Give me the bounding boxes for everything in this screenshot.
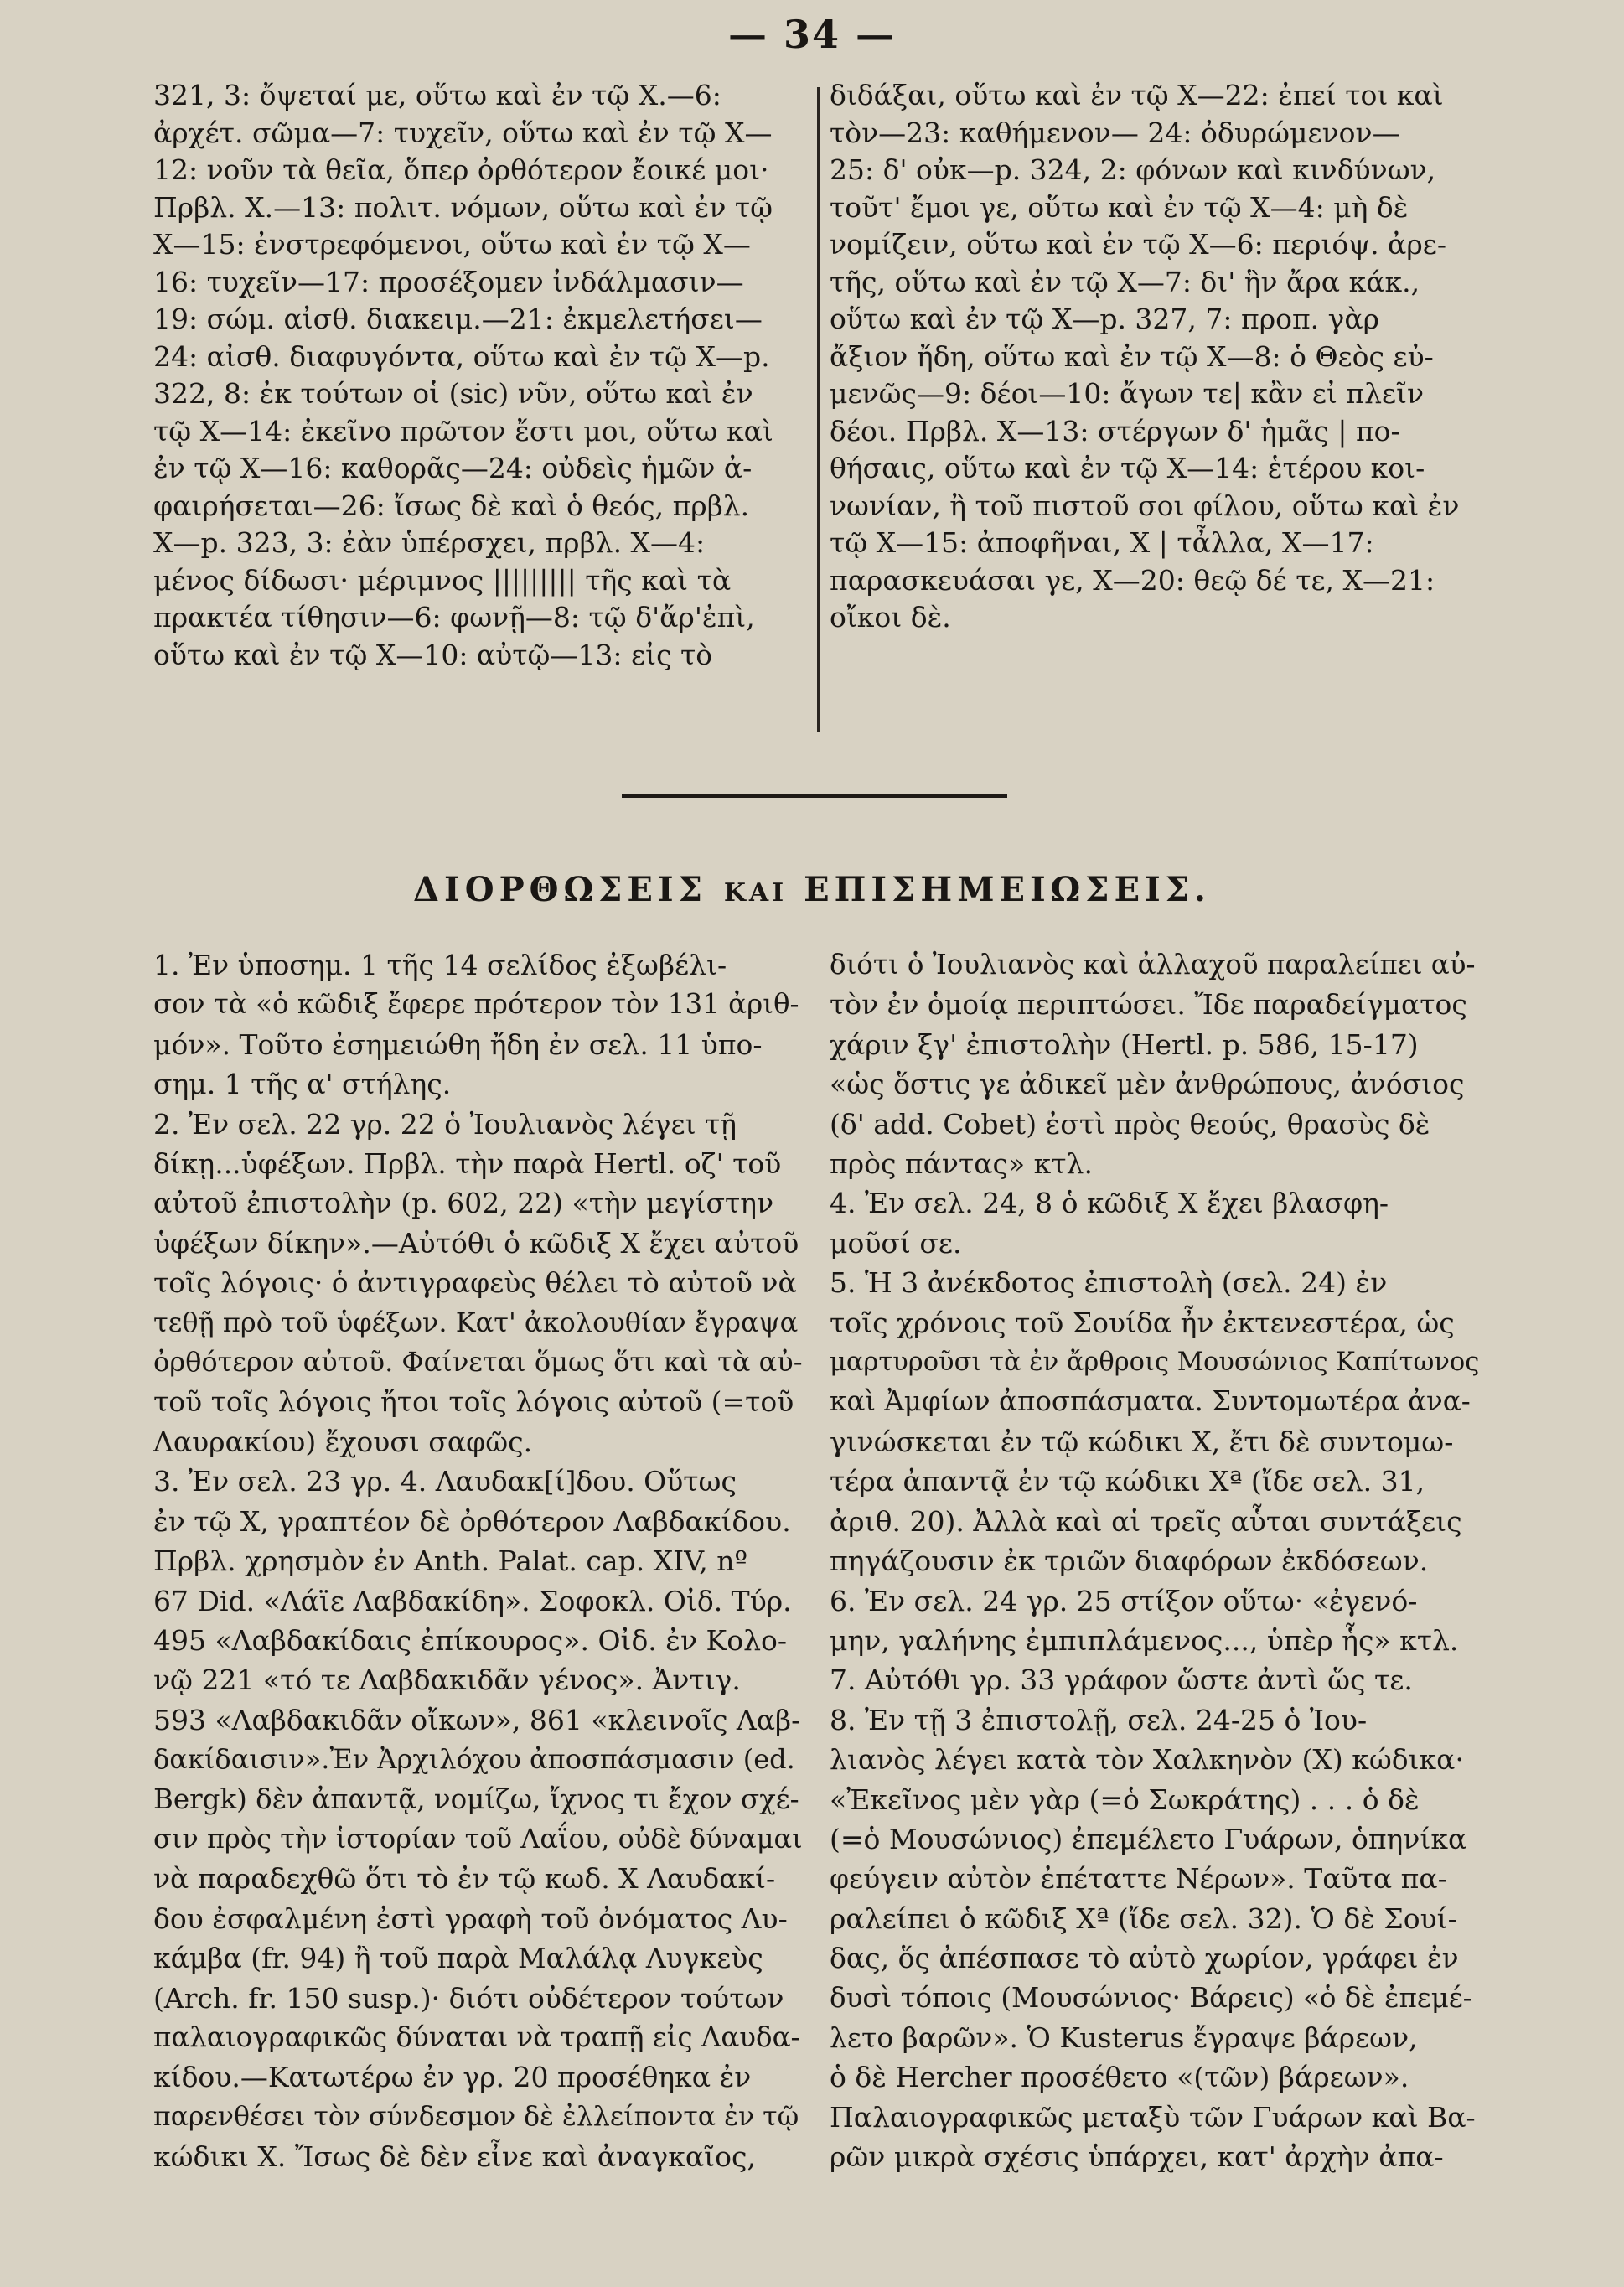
text-line: μόν». Τοῦτο ἐσημειώθη ἤδη ἐν σελ. 11 ὑπο- [153,1027,763,1061]
text-line: 495 «Λαβδακίδαις ἐπίκουρος». Οἰδ. ἐν Κολο- [153,1623,788,1657]
text-line: δυσὶ τόποις (Μουσώνιος· Βάρεις) «ὁ δὲ ἐπεμέ- [830,1981,1472,2014]
text-line: 24: αἰσθ. διαφυγόντα, οὕτω καὶ ἐν τῷ Χ—p. [153,339,770,373]
text-line: παρενθέσει τὸν σύνδεσμον δὲ ἐλλείποντα ἐν τῷ [153,2101,799,2132]
text-line: ὑφέξων δίκην».—Αὐτόθι ὁ κῶδιξ Χ ἔχει αὐτοῦ [153,1226,799,1260]
text-line: λετο βαρῶν». Ὁ Kusterus ἔγραψε βάρεων, [830,2021,1418,2054]
text-line: οὕτω καὶ ἐν τῷ Χ—p. 327, 7: προπ. γὰρ [830,303,1380,335]
text-line: Πρβλ. Χ.—13: πολιτ. νόμων, οὕτω καὶ ἐν τῷ [153,190,773,224]
text-line: 12: νοῦν τὰ θεῖα, ὅπερ ὀρθότερον ἔοικέ μοι· [153,153,769,186]
text-line: 321, 3: ὄψεταί με, οὕτω καὶ ἐν τῷ Χ.—6: [153,79,721,111]
section-title [0,870,1624,909]
text-line: ἄξιον ἤδη, οὕτω καὶ ἐν τῷ Χ—8: ὁ Θεὸς εὐ- [830,339,1434,373]
text-line: κώδικι Χ. Ἴσως δὲ δὲν εἶνε καὶ ἀναγκαῖος, [153,2140,756,2174]
text-line: τοῦ τοῖς λόγοις ἤτοι τοῖς λόγοις αὐτοῦ (=τοῦ [153,1385,794,1419]
text-line: παλαιογραφικῶς δύναται νὰ τραπῇ εἰς Λαυδα- [153,2021,800,2053]
text-line: αὐτοῦ ἐπιστολὴν (p. 602, 22) «τὴν μεγίστην [153,1187,774,1220]
text-line: Λαυρακίου) ἔχουσι σαφῶς. [153,1425,533,1458]
text-line: μοῦσί σε. [830,1226,962,1260]
text-line: δίκῃ...ὑφέξων. Πρβλ. τὴν παρὰ Hertl. οζ' τοῦ [153,1147,782,1181]
text-line: πηγάζουσιν ἐκ τριῶν διαφόρων ἐκδόσεων. [830,1545,1429,1578]
text-line: 16: τυχεῖν—17: προσέξομεν ἰνδάλμασιν— [153,265,744,298]
text-line: διότι ὁ Ἰουλιανὸς καὶ ἀλλαχοῦ παραλείπει αὐ- [830,949,1476,981]
text-line: 3. Ἐν σελ. 23 γρ. 4. Λαυδακ[ί]δου. Οὕτως [153,1465,737,1498]
page-number: — 34 — [727,12,897,57]
text-line: τοῦτ' ἔμοι γε, οὕτω καὶ ἐν τῷ Χ—4: μὴ δὲ [830,190,1409,224]
text-line: νὰ παραδεχθῶ ὅτι τὸ ἐν τῷ κωδ. Χ Λαυδακί- [153,1862,776,1896]
text-line: (δ' add. Cobet) ἐστὶ πρὸς θεούς, θρασὺς δὲ [830,1107,1430,1141]
text-line: Χ—15: ἐνστρεφόμενοι, οὕτω καὶ ἐν τῷ Χ— [153,228,751,261]
text-line: τεθῇ πρὸ τοῦ ὑφέξων. Κατ' ἀκολουθίαν ἔγραψα [153,1306,799,1338]
text-line: μην, γαλήνης ἐμπιπλάμενος..., ὑπὲρ ἧς» κτλ. [830,1623,1459,1657]
text-line: τῷ Χ—14: ἐκεῖνο πρῶτον ἔστι μοι, οὕτω καὶ [153,414,773,448]
text-line: φαιρήσεται—26: ἴσως δὲ καὶ ὁ θεός, πρβλ. [153,489,750,522]
bottom-right-column [830,945,1479,2177]
top-left-column [153,77,800,674]
text-line: 25: δ' οὐκ—p. 324, 2: φόνων καὶ κινδύνων, [830,153,1436,186]
text-line: σον τὰ «ὁ κῶδιξ ἔφερε πρότερον τὸν 131 ἀριθ- [153,988,799,1021]
text-line: Bergk) δὲν ἀπαντᾷ, νομίζω, ἴχνος τι ἔχον σχέ- [153,1783,799,1815]
text-line: τοῖς χρόνοις τοῦ Σουίδα ἦν ἐκτενεστέρα, ὡς [830,1306,1455,1339]
text-line: μένος δίδωσι· μέριμνος ||||||||| τῆς καὶ τὰ [153,563,732,597]
text-line: ἐν τῷ Χ, γραπτέον δὲ ὀρθότερον Λαβδακίδου. [153,1504,791,1538]
text-line: 7. Αὐτόθι γρ. 33 γράφον ὥστε ἀντὶ ὥς τε. [830,1664,1413,1697]
text-line: Παλαιογραφικῶς μεταξὺ τῶν Γυάρων καὶ Βα- [830,2100,1476,2134]
text-line: φεύγειν αὐτὸν ἐπέταττε Νέρων». Ταῦτα πα- [830,1862,1447,1896]
text-line: μενῶς—9: δέοι—10: ἄγων τε| κἂν εἰ πλεῖν [830,377,1425,410]
text-line: 5. Ἡ 3 ἀνέκδοτος ἐπιστολὴ (σελ. 24) ἐν [830,1266,1388,1300]
text-line: τὸν ἐν ὁμοίᾳ περιπτώσει. Ἴδε παραδείγματος [830,988,1467,1022]
text-line: δέοι. Πρβλ. Χ—13: στέργων δ' ἡμᾶς | πο- [830,414,1400,448]
text-line: τοῖς λόγοις· ὁ ἀντιγραφεὺς θέλει τὸ αὐτοῦ νὰ [153,1266,797,1300]
text-line: τῷ Χ—15: ἀποφῆναι, Χ | τἆλλα, Χ—17: [830,526,1374,559]
text-line: δακίδαισιν».Ἐν Ἀρχιλόχου ἀποσπάσμασιν (ed. [153,1743,795,1776]
text-line: τῆς, οὕτω καὶ ἐν τῷ Χ—7: δι' ἣν ἄρα κάκ., [830,265,1420,298]
text-line: δας, ὅς ἀπέσπασε τὸ αὐτὸ χωρίον, γράφει ἐν [830,1942,1459,1975]
text-line: νομίζειν, οὕτω καὶ ἐν τῷ Χ—6: περιόψ. ἀρε- [830,228,1446,261]
text-line: (=ὁ Μουσώνιος) ἐπεμέλετο Γυάρων, ὁπηνίκα [830,1822,1467,1855]
text-line: 6. Ἐν σελ. 24 γρ. 25 στίξον οὕτω· «ἐγενό- [830,1584,1418,1617]
text-line: διδάξαι, οὕτω καὶ ἐν τῷ Χ—22: ἐπεί τοι καὶ [830,79,1444,111]
text-line: ὁ δὲ Hercher προσέθετο «(τῶν) βάρεων». [830,2061,1409,2094]
text-line: πρὸς πάντας» κτλ. [830,1147,1093,1181]
text-line: τὸν—23: καθήμενον— 24: ὀδυρώμενον— [830,116,1400,149]
text-line: ραλείπει ὁ κῶδιξ Χª (ἴδε σελ. 32). Ὁ δὲ Σουί- [830,1902,1457,1935]
column-divider [817,87,820,732]
section-title-part1: ΔΙΟΡΘΩΣΕΙΣ [413,870,707,909]
text-line: λιανὸς λέγει κατὰ τὸν Χαλκηνὸν (Χ) κώδικα· [830,1743,1464,1777]
text-line: κίδου.—Κατωτέρω ἐν γρ. 20 προσέθηκα ἐν [153,2061,752,2094]
text-line: μαρτυροῦσι τὰ ἐν ἄρθροις Μουσώνιος Καπίτωνος [830,1348,1479,1378]
text-line: 8. Ἐν τῇ 3 ἐπιστολῇ, σελ. 24-25 ὁ Ἰου- [830,1703,1368,1736]
text-line: πρακτέα τίθησιν—6: φωνῇ—8: τῷ δ'ἄρ'ἐπὶ, [153,601,755,634]
section-title-part2: ΚΑΙ [723,878,788,908]
text-line: (Arch. fr. 150 susp.)· διότι οὐδέτερον τούτων [153,1981,784,2015]
text-line: καὶ Ἀμφίων ἀποσπάσματα. Συντομωτέρα ἀνα- [830,1385,1471,1418]
text-line: παρασκευάσαι γε, Χ—20: θεῷ δέ τε, Χ—21: [830,563,1435,597]
text-line: οὕτω καὶ ἐν τῷ Χ—10: αὐτῷ—13: εἰς τὸ [153,638,713,671]
text-line: 1. Ἐν ὑποσημ. 1 τῆς 14 σελίδος ἐξωβέλι- [153,949,727,981]
text-line: δου ἐσφαλμένη ἐστὶ γραφὴ τοῦ ὀνόματος Λυ- [153,1902,788,1935]
text-line: χάριν ξγ' ἐπιστολὴν (Hertl. p. 586, 15-17) [830,1027,1419,1061]
text-line: γινώσκεται ἐν τῷ κώδικι Χ, ἔτι δὲ συντομω- [830,1425,1454,1458]
text-line: 593 «Λαβδακιδᾶν οἴκων», 861 «κλεινοῖς Λαβ- [153,1703,801,1736]
text-line: τέρα ἀπαντᾷ ἐν τῷ κώδικι Χª (ἴδε σελ. 31, [830,1465,1425,1498]
bottom-left-column [153,945,803,2177]
text-line: ὀρθότερον αὐτοῦ. Φαίνεται ὅμως ὅτι καὶ τὰ αὐ- [153,1346,803,1379]
text-line: θήσαις, οὕτω καὶ ἐν τῷ Χ—14: ἑτέρου κοι- [830,452,1425,484]
text-line: 4. Ἐν σελ. 24, 8 ὁ κῶδιξ Χ ἔχει βλασφη- [830,1187,1389,1220]
text-line: σημ. 1 τῆς α' στήλης. [153,1068,452,1101]
section-separator [622,794,1007,798]
text-line: νῷ 221 «τό τε Λαβδακιδᾶν γένος». Ἀντιγ. [153,1664,741,1697]
text-line: ἀριθ. 20). Ἀλλὰ καὶ αἱ τρεῖς αὗται συντάξεις [830,1504,1462,1538]
text-line: 2. Ἐν σελ. 22 γρ. 22 ὁ Ἰουλιανὸς λέγει τῇ [153,1107,737,1141]
text-line: σιν πρὸς τὴν ἱστορίαν τοῦ Λαΐου, οὐδὲ δύναμαι [153,1822,803,1855]
top-right-column [830,77,1479,637]
section-title-part3: ΕΠΙΣΗΜΕΙΩΣΕΙΣ. [804,870,1211,909]
text-line: «Ἐκεῖνος μὲν γὰρ (=ὁ Σωκράτης) . . . ὁ δὲ [830,1783,1420,1816]
text-line: 67 Did. «Λάϊε Λαβδακίδη». Σοφοκλ. Οἰδ. Τύρ. [153,1584,792,1617]
text-line: «ὡς ὅστις γε ἀδικεῖ μὲν ἀνθρώπους, ἀνόσιος [830,1068,1465,1101]
text-line: 19: σώμ. αἰσθ. διακειμ.—21: ἐκμελετήσει— [153,303,763,335]
text-line: οἴκοι δὲ. [830,601,951,634]
text-line: Χ—p. 323, 3: ἐὰν ὑπέρσχει, πρβλ. Χ—4: [153,526,706,559]
text-line: νωνίαν, ἢ τοῦ πιστοῦ σοι φίλου, οὕτω καὶ ἐν [830,489,1460,522]
text-line: Πρβλ. χρησμὸν ἐν Anth. Palat. cap. XIV, nº [153,1545,748,1578]
text-line: 322, 8: ἐκ τούτων οἱ (sic) νῦν, οὕτω καὶ ἐν [153,377,753,410]
text-line: ρῶν μικρὰ σχέσις ὑπάρχει, κατ' ἀρχὴν ἀπα- [830,2140,1444,2174]
text-line: κάμβα (fr. 94) ἢ τοῦ παρὰ Μαλάλᾳ Λυγκεὺς [153,1942,763,1975]
text-line: ἀρχέτ. σῶμα—7: τυχεῖν, οὕτω καὶ ἐν τῷ Χ— [153,116,773,149]
text-line: ἐν τῷ Χ—16: καθορᾶς—24: οὐδεὶς ἡμῶν ἀ- [153,452,753,484]
